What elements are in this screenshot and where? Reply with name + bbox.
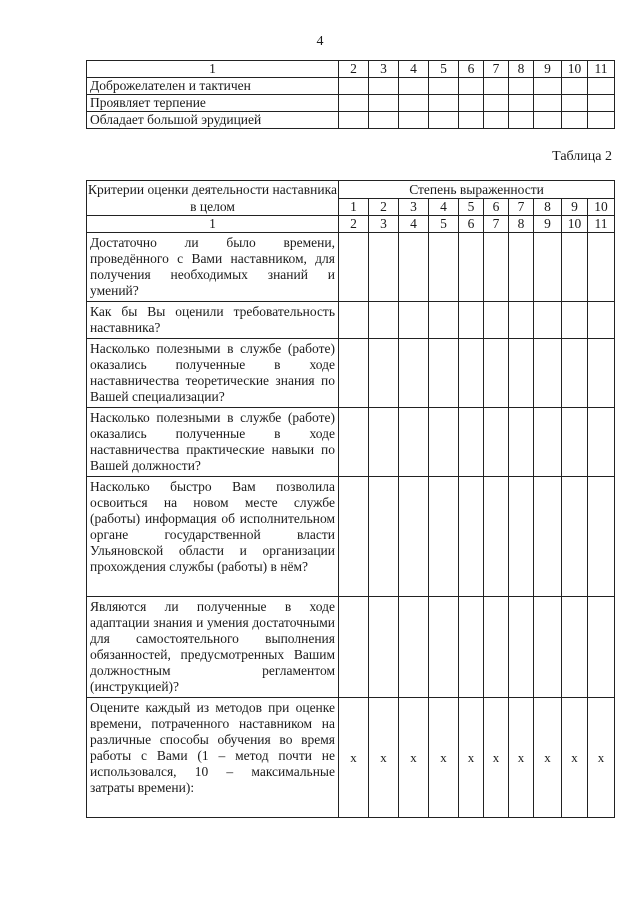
rating-cell[interactable]	[588, 302, 615, 339]
rating-cell[interactable]	[534, 339, 562, 408]
rating-cell[interactable]	[369, 233, 399, 302]
rating-cell[interactable]	[339, 302, 369, 339]
rating-cell[interactable]	[588, 233, 615, 302]
column-number: 8	[509, 216, 534, 233]
scale-value: 8	[534, 199, 562, 216]
rating-cell[interactable]	[399, 597, 429, 698]
rating-cell[interactable]	[534, 233, 562, 302]
not-applicable-mark: x	[484, 698, 509, 818]
rating-cell[interactable]	[588, 95, 615, 112]
rating-cell[interactable]	[459, 95, 484, 112]
rating-cell[interactable]	[459, 408, 484, 477]
rating-cell[interactable]	[588, 339, 615, 408]
rating-cell[interactable]	[429, 233, 459, 302]
rating-cell[interactable]	[484, 408, 509, 477]
rating-cell[interactable]	[534, 477, 562, 597]
table-row	[87, 302, 615, 339]
scale-value: 9	[562, 199, 588, 216]
rating-cell[interactable]	[339, 112, 369, 129]
rating-cell[interactable]	[484, 302, 509, 339]
rating-cell[interactable]	[509, 408, 534, 477]
rating-cell[interactable]	[509, 597, 534, 698]
header-row	[87, 181, 615, 199]
scale-value: 2	[369, 199, 399, 216]
mentor-evaluation-table	[86, 180, 615, 818]
rating-cell[interactable]	[429, 95, 459, 112]
rating-cell[interactable]	[399, 477, 429, 597]
rating-cell[interactable]	[369, 302, 399, 339]
column-number: 9	[534, 61, 562, 78]
rating-cell[interactable]	[429, 408, 459, 477]
criteria-column-header: Критерии оценки деятельности наставника в целом	[88, 182, 337, 214]
column-number: 9	[534, 216, 562, 233]
rating-cell[interactable]	[429, 78, 459, 95]
rating-cell[interactable]	[369, 408, 399, 477]
rating-cell[interactable]	[369, 339, 399, 408]
not-applicable-mark: x	[534, 698, 562, 818]
column-number: 4	[399, 61, 429, 78]
question-text: Насколько быстро Вам позволила освоиться на новом месте службе (работы) информация об исполнительном органе государственной власти Ульяновской области и организации прохождения службы (работы) в нём?	[87, 477, 339, 597]
rating-cell[interactable]	[429, 339, 459, 408]
column-number: 10	[562, 61, 588, 78]
rating-cell[interactable]	[588, 597, 615, 698]
not-applicable-mark: x	[429, 698, 459, 818]
rating-table-continued	[86, 60, 615, 129]
rating-cell[interactable]	[562, 233, 588, 302]
rating-cell[interactable]	[369, 477, 399, 597]
rating-cell[interactable]	[369, 95, 399, 112]
rating-cell[interactable]	[339, 233, 369, 302]
table1-header-row	[87, 61, 615, 78]
table-row	[87, 477, 615, 597]
question-text: Оцените каждый из методов при оценке времени, потраченного наставником на различные способы обучения во время работы с Вами (1 – метод почти не использовался, 10 – максимальные затраты времени):	[87, 698, 339, 818]
rating-cell[interactable]	[429, 477, 459, 597]
question-text: Насколько полезными в службе (работе) оказались полученные в ходе наставничества практические навыки по Вашей должности?	[87, 408, 339, 477]
table-row	[87, 339, 615, 408]
rating-cell[interactable]	[399, 95, 429, 112]
table-caption: Таблица 2	[552, 149, 612, 164]
rating-cell[interactable]	[484, 112, 509, 129]
rating-cell[interactable]	[509, 339, 534, 408]
rating-cell[interactable]	[459, 112, 484, 129]
rating-cell[interactable]	[562, 95, 588, 112]
question-text: Как бы Вы оценили требовательность наставника?	[87, 302, 339, 339]
table-row	[87, 233, 615, 302]
rating-cell[interactable]	[534, 78, 562, 95]
question-rows	[87, 233, 615, 818]
rating-cell[interactable]	[459, 477, 484, 597]
rating-cell[interactable]	[588, 112, 615, 129]
scale-value: 5	[459, 199, 484, 216]
rating-cell[interactable]	[562, 339, 588, 408]
rating-cell[interactable]	[484, 78, 509, 95]
scale-value: 3	[399, 199, 429, 216]
criterion-label: Обладает большой эрудицией	[87, 112, 339, 129]
not-applicable-mark: x	[509, 698, 534, 818]
column-number: 11	[588, 216, 615, 233]
rating-cell[interactable]	[399, 112, 429, 129]
rating-cell[interactable]	[339, 339, 369, 408]
column-number: 4	[399, 216, 429, 233]
rating-cell[interactable]	[562, 302, 588, 339]
scale-value: 4	[429, 199, 459, 216]
table-row	[87, 78, 615, 95]
column-number: 1	[87, 216, 339, 233]
scale-value: 10	[588, 199, 615, 216]
table-row	[87, 408, 615, 477]
question-text: Являются ли полученные в ходе адаптации знания и умения достаточными для самостоятельного выполнения обязанностей, предусмотренных Вашим должностным регламентом (инструкцией)?	[87, 597, 339, 698]
table-row	[87, 95, 615, 112]
rating-cell[interactable]	[484, 597, 509, 698]
column-number: 1	[87, 61, 339, 78]
rating-cell[interactable]	[459, 597, 484, 698]
rating-cell[interactable]	[399, 408, 429, 477]
table-row	[87, 597, 615, 698]
not-applicable-mark: x	[399, 698, 429, 818]
not-applicable-mark: x	[369, 698, 399, 818]
rating-cell[interactable]	[534, 408, 562, 477]
column-number: 2	[339, 61, 369, 78]
rating-cell[interactable]	[339, 408, 369, 477]
scale-value: 6	[484, 199, 509, 216]
rating-cell[interactable]	[339, 597, 369, 698]
rating-cell[interactable]	[588, 408, 615, 477]
rating-cell[interactable]	[509, 477, 534, 597]
rating-cell[interactable]	[399, 78, 429, 95]
column-number: 6	[459, 216, 484, 233]
rating-cell[interactable]	[562, 78, 588, 95]
rating-cell[interactable]	[509, 302, 534, 339]
rating-cell[interactable]	[534, 597, 562, 698]
numbering-row	[87, 216, 615, 233]
rating-cell[interactable]	[562, 112, 588, 129]
table-row	[87, 112, 615, 129]
not-applicable-mark: x	[562, 698, 588, 818]
criterion-label: Доброжелателен и тактичен	[87, 78, 339, 95]
rating-cell[interactable]	[339, 477, 369, 597]
rating-cell[interactable]	[399, 339, 429, 408]
rating-cell[interactable]	[484, 339, 509, 408]
rating-cell[interactable]	[509, 95, 534, 112]
rating-cell[interactable]	[399, 233, 429, 302]
criterion-label: Проявляет терпение	[87, 95, 339, 112]
rating-cell[interactable]	[429, 597, 459, 698]
rating-cell[interactable]	[369, 78, 399, 95]
column-number: 5	[429, 216, 459, 233]
rating-cell[interactable]	[429, 112, 459, 129]
rating-cell[interactable]	[459, 339, 484, 408]
rating-cell[interactable]	[509, 233, 534, 302]
not-applicable-mark: x	[588, 698, 615, 818]
rating-cell[interactable]	[429, 302, 459, 339]
rating-cell[interactable]	[484, 477, 509, 597]
rating-cell[interactable]	[484, 95, 509, 112]
rating-cell[interactable]	[588, 78, 615, 95]
rating-cell[interactable]	[339, 95, 369, 112]
rating-cell[interactable]	[509, 78, 534, 95]
column-number: 3	[369, 61, 399, 78]
column-number: 6	[459, 61, 484, 78]
scale-value: 1	[339, 199, 369, 216]
column-number: 10	[562, 216, 588, 233]
question-text: Достаточно ли было времени, проведённого с Вами наставником, для получения необходимых знаний и умений?	[87, 233, 339, 302]
rating-cell[interactable]	[562, 408, 588, 477]
column-number: 2	[339, 216, 369, 233]
rating-cell[interactable]	[399, 302, 429, 339]
column-number: 5	[429, 61, 459, 78]
column-number: 7	[484, 61, 509, 78]
scale-value: 7	[509, 199, 534, 216]
rating-cell[interactable]	[459, 78, 484, 95]
rating-cell[interactable]	[562, 597, 588, 698]
not-applicable-mark: x	[459, 698, 484, 818]
rating-cell[interactable]	[459, 233, 484, 302]
rating-cell[interactable]	[484, 233, 509, 302]
not-applicable-mark: x	[339, 698, 369, 818]
rating-cell[interactable]	[509, 112, 534, 129]
rating-cell[interactable]	[562, 477, 588, 597]
rating-cell[interactable]	[534, 302, 562, 339]
question-text: Насколько полезными в службе (работе) оказались полученные в ходе наставничества теоретические знания по Вашей специализации?	[87, 339, 339, 408]
column-number: 8	[509, 61, 534, 78]
page-number: 4	[316, 34, 324, 49]
rating-cell[interactable]	[534, 112, 562, 129]
column-number: 11	[588, 61, 615, 78]
rating-cell[interactable]	[534, 95, 562, 112]
rating-cell[interactable]	[339, 78, 369, 95]
rating-cell[interactable]	[369, 112, 399, 129]
rating-cell[interactable]	[459, 302, 484, 339]
column-number: 7	[484, 216, 509, 233]
rating-cell[interactable]	[588, 477, 615, 597]
table-row	[87, 698, 615, 818]
rating-cell[interactable]	[369, 597, 399, 698]
column-number: 3	[369, 216, 399, 233]
degree-column-header: Степень выраженности	[339, 181, 615, 199]
